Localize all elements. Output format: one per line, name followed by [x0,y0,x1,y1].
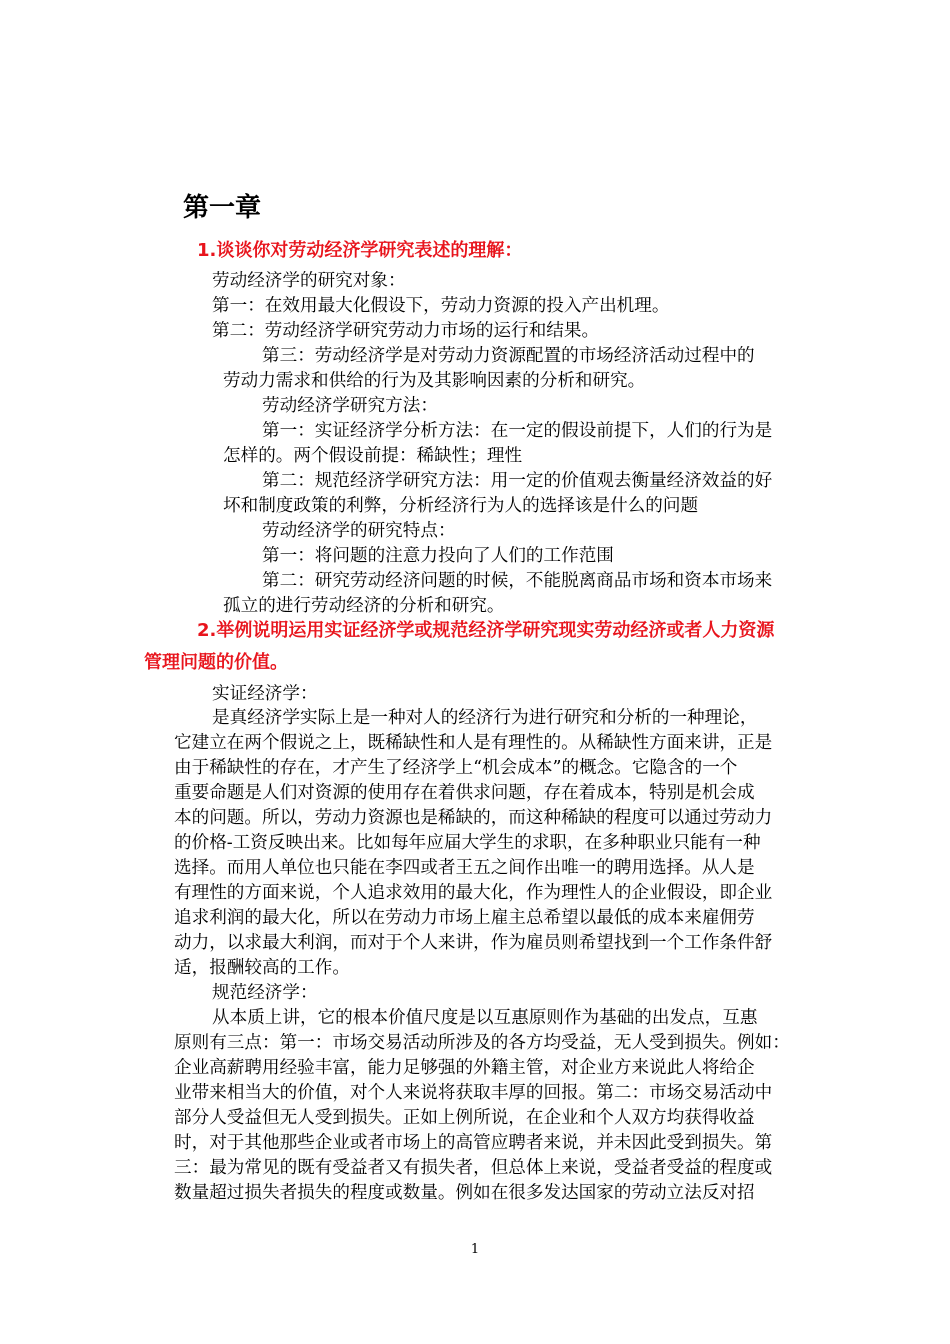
body-line: 第三：劳动经济学是对劳动力资源配置的市场经济活动过程中的 [262,346,755,366]
body-line: 由于稀缺性的存在，才产生了经济学上“机会成本”的概念。它隐含的一个 [174,758,738,778]
body-line: 第二：研究劳动经济问题的时候，不能脱离商品市场和资本市场来 [262,571,773,591]
body-line: 劳动力需求和供给的行为及其影响因素的分析和研究。 [223,371,646,391]
body-line: 劳动经济学的研究特点： [262,521,456,541]
body-line: 是真经济学实际上是一种对人的经济行为进行研究和分析的一种理论， [212,708,758,728]
body-line: 业带来相当大的价值，对个人来说将获取丰厚的回报。第二：市场交易活动中 [174,1083,773,1103]
question-1-title: 1.谈谈你对劳动经济学研究表述的理解： [197,240,523,261]
body-line: 它建立在两个假说之上，既稀缺性和人是有理性的。从稀缺性方面来讲，正是 [174,733,773,753]
body-line: 劳动经济学研究方法： [262,396,438,416]
body-line: 有理性的方面来说，个人追求效用的最大化，作为理性人的企业假设，即企业 [174,883,773,903]
body-line: 实证经济学： [212,684,318,704]
chapter-title: 第一章 [183,193,262,223]
body-line: 时，对于其他那些企业或者市场上的高管应聘者来说，并未因此受到损失。第 [174,1133,773,1153]
body-line: 数量超过损失者损失的程度或数量。例如在很多发达国家的劳动立法反对招 [174,1183,755,1203]
body-line: 原则有三点：第一：市场交易活动所涉及的各方均受益，无人受到损失。例如： [174,1033,790,1053]
body-line: 企业高薪聘用经验丰富，能力足够强的外籍主管，对企业方来说此人将给企 [174,1058,755,1078]
body-line: 动力，以求最大利润，而对于个人来讲，作为雇员则希望找到一个工作条件舒 [174,933,773,953]
body-line: 孤立的进行劳动经济的分析和研究。 [223,596,505,616]
body-line: 坏和制度政策的利弊，分析经济行为人的选择该是什么的问题 [223,496,699,516]
body-line: 第一：在效用最大化假设下，劳动力资源的投入产出机理。 [212,296,670,316]
body-line: 劳动经济学的研究对象： [212,271,406,291]
body-line: 选择。而用人单位也只能在李四或者王五之间作出唯一的聘用选择。从人是 [174,858,755,878]
body-line: 第二：劳动经济学研究劳动力市场的运行和结果。 [212,321,600,341]
question-2-title-line-1: 2.举例说明运用实证经济学或规范经济学研究现实劳动经济或者人力资源 [197,620,775,641]
body-line: 第二：规范经济学研究方法：用一定的价值观去衡量经济效益的好 [262,471,773,491]
question-2-title-line-2: 管理问题的价值。 [144,652,288,673]
body-line: 三：最为常见的既有受益者又有损失者，但总体上来说，受益者受益的程度或 [174,1158,773,1178]
body-line: 第一：实证经济学分析方法：在一定的假设前提下，人们的行为是 [262,421,773,441]
body-line: 规范经济学： [212,983,318,1003]
body-line: 部分人受益但无人受到损失。正如上例所说，在企业和个人双方均获得收益 [174,1108,755,1128]
body-line: 第一：将问题的注意力投向了人们的工作范围 [262,546,614,566]
body-line: 重要命题是人们对资源的使用存在着供求问题，存在着成本，特别是机会成 [174,783,755,803]
body-line: 从本质上讲，它的根本价值尺度是以互惠原则作为基础的出发点，互惠 [212,1008,758,1028]
body-line: 怎样的。两个假设前提：稀缺性；理性 [223,446,523,466]
body-line: 本的问题。所以，劳动力资源也是稀缺的，而这种稀缺的程度可以通过劳动力 [174,808,773,828]
page-number: 1 [470,1242,480,1257]
body-line: 适，报酬较高的工作。 [174,958,350,978]
body-line: 追求利润的最大化，所以在劳动力市场上雇主总希望以最低的成本来雇佣劳 [174,908,755,928]
body-line: 的价格-工资反映出来。比如每年应届大学生的求职，在多种职业只能有一种 [174,833,761,853]
